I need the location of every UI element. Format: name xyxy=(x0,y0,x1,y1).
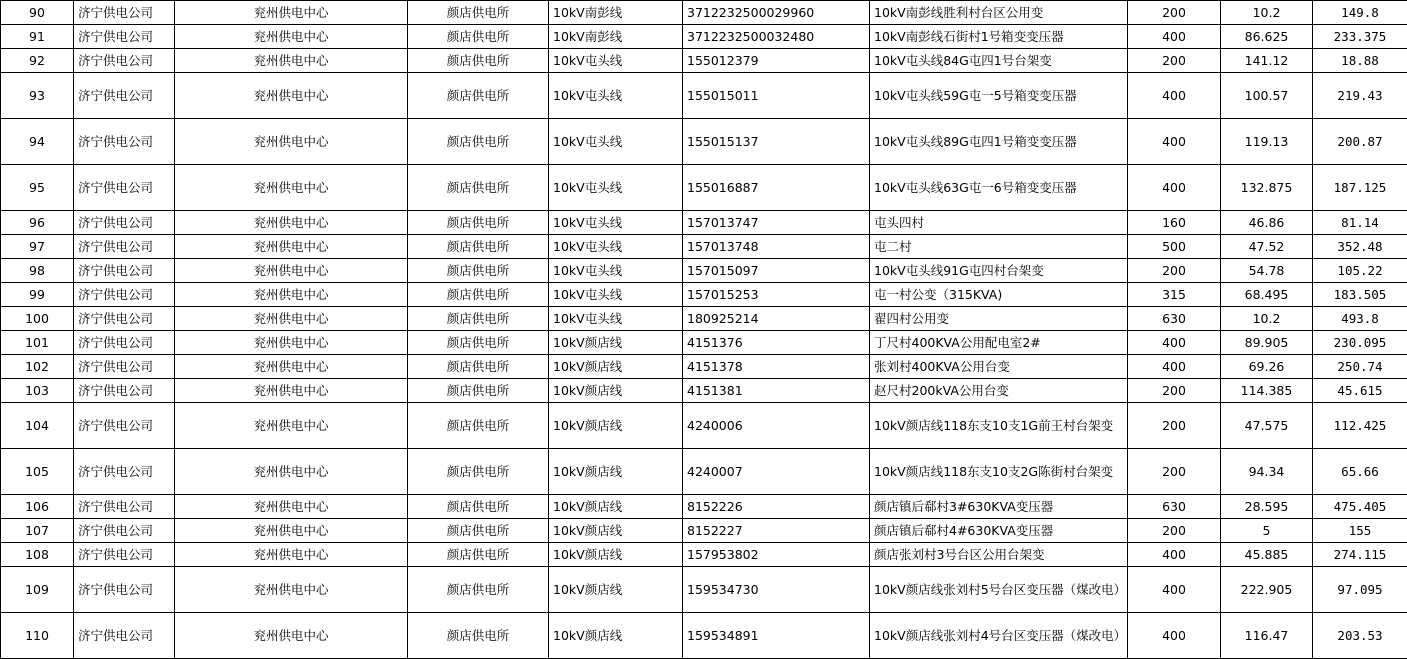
table-body xyxy=(1,1,1407,659)
load-value-cell: 46.86 xyxy=(1221,211,1313,235)
table-row xyxy=(1,259,1407,283)
capacity-cell: 200 xyxy=(1128,259,1221,283)
asset-id-cell: 4240007 xyxy=(683,449,870,495)
table-row xyxy=(1,119,1407,165)
remaining-capacity-cell: 183.505 xyxy=(1313,283,1407,307)
supply-station-cell: 颜店供电所 xyxy=(408,449,549,495)
feeder-line-cell: 10kV屯头线 xyxy=(549,119,683,165)
remaining-capacity-cell: 230.095 xyxy=(1313,331,1407,355)
feeder-line-cell: 10kV屯头线 xyxy=(549,307,683,331)
supply-center-cell: 兖州供电中心 xyxy=(175,543,408,567)
company-cell: 济宁供电公司 xyxy=(74,307,175,331)
row-number: 110 xyxy=(1,613,74,659)
capacity-cell: 200 xyxy=(1128,1,1221,25)
company-cell: 济宁供电公司 xyxy=(74,495,175,519)
table-row xyxy=(1,49,1407,73)
supply-station-cell: 颜店供电所 xyxy=(408,49,549,73)
supply-center-cell: 兖州供电中心 xyxy=(175,165,408,211)
row-number: 102 xyxy=(1,355,74,379)
asset-id-cell: 4151381 xyxy=(683,379,870,403)
load-value-cell: 89.905 xyxy=(1221,331,1313,355)
company-cell: 济宁供电公司 xyxy=(74,403,175,449)
remaining-capacity-cell: 219.43 xyxy=(1313,73,1407,119)
supply-center-cell: 兖州供电中心 xyxy=(175,449,408,495)
supply-center-cell: 兖州供电中心 xyxy=(175,331,408,355)
supply-center-cell: 兖州供电中心 xyxy=(175,259,408,283)
asset-id-cell: 4151376 xyxy=(683,331,870,355)
feeder-line-cell: 10kV南彭线 xyxy=(549,1,683,25)
remaining-capacity-cell: 65.66 xyxy=(1313,449,1407,495)
asset-id-cell: 4151378 xyxy=(683,355,870,379)
transformer-name-cell: 10kV屯头线91G屯四村台架变 xyxy=(870,259,1128,283)
company-cell: 济宁供电公司 xyxy=(74,235,175,259)
supply-station-cell: 颜店供电所 xyxy=(408,355,549,379)
feeder-line-cell: 10kV颜店线 xyxy=(549,613,683,659)
asset-id-cell: 3712232500029960 xyxy=(683,1,870,25)
company-cell: 济宁供电公司 xyxy=(74,1,175,25)
capacity-cell: 200 xyxy=(1128,449,1221,495)
capacity-cell: 400 xyxy=(1128,165,1221,211)
feeder-line-cell: 10kV屯头线 xyxy=(549,283,683,307)
supply-center-cell: 兖州供电中心 xyxy=(175,379,408,403)
row-number: 94 xyxy=(1,119,74,165)
supply-center-cell: 兖州供电中心 xyxy=(175,307,408,331)
supply-station-cell: 颜店供电所 xyxy=(408,495,549,519)
transformer-name-cell: 10kV颜店线118东支10支1G前王村台架变 xyxy=(870,403,1128,449)
remaining-capacity-cell: 81.14 xyxy=(1313,211,1407,235)
supply-station-cell: 颜店供电所 xyxy=(408,613,549,659)
feeder-line-cell: 10kV屯头线 xyxy=(549,235,683,259)
asset-id-cell: 155015011 xyxy=(683,73,870,119)
remaining-capacity-cell: 105.22 xyxy=(1313,259,1407,283)
asset-id-cell: 155016887 xyxy=(683,165,870,211)
table-row xyxy=(1,1,1407,25)
supply-center-cell: 兖州供电中心 xyxy=(175,119,408,165)
capacity-cell: 400 xyxy=(1128,331,1221,355)
company-cell: 济宁供电公司 xyxy=(74,379,175,403)
table-row xyxy=(1,495,1407,519)
feeder-line-cell: 10kV屯头线 xyxy=(549,165,683,211)
capacity-cell: 200 xyxy=(1128,49,1221,73)
row-number: 106 xyxy=(1,495,74,519)
supply-center-cell: 兖州供电中心 xyxy=(175,235,408,259)
supply-station-cell: 颜店供电所 xyxy=(408,283,549,307)
feeder-line-cell: 10kV颜店线 xyxy=(549,449,683,495)
transformer-name-cell: 颜店镇后郗村4#630KVA变压器 xyxy=(870,519,1128,543)
asset-id-cell: 159534730 xyxy=(683,567,870,613)
load-value-cell: 141.12 xyxy=(1221,49,1313,73)
row-number: 98 xyxy=(1,259,74,283)
row-number: 107 xyxy=(1,519,74,543)
row-number: 104 xyxy=(1,403,74,449)
transformer-name-cell: 翟四村公用变 xyxy=(870,307,1128,331)
transformer-name-cell: 10kV屯头线59G屯一5号箱变变压器 xyxy=(870,73,1128,119)
table-row xyxy=(1,567,1407,613)
load-value-cell: 114.385 xyxy=(1221,379,1313,403)
capacity-cell: 200 xyxy=(1128,519,1221,543)
load-value-cell: 119.13 xyxy=(1221,119,1313,165)
capacity-cell: 630 xyxy=(1128,307,1221,331)
company-cell: 济宁供电公司 xyxy=(74,567,175,613)
remaining-capacity-cell: 45.615 xyxy=(1313,379,1407,403)
company-cell: 济宁供电公司 xyxy=(74,613,175,659)
remaining-capacity-cell: 149.8 xyxy=(1313,1,1407,25)
remaining-capacity-cell: 97.095 xyxy=(1313,567,1407,613)
transformer-name-cell: 屯一村公变（315KVA) xyxy=(870,283,1128,307)
supply-station-cell: 颜店供电所 xyxy=(408,403,549,449)
table-row xyxy=(1,307,1407,331)
row-number: 91 xyxy=(1,25,74,49)
transformer-name-cell: 10kV颜店线张刘村4号台区变压器（煤改电） xyxy=(870,613,1128,659)
transformer-name-cell: 10kV颜店线张刘村5号台区变压器（煤改电） xyxy=(870,567,1128,613)
capacity-cell: 400 xyxy=(1128,73,1221,119)
transformer-name-cell: 10kV屯头线63G屯一6号箱变变压器 xyxy=(870,165,1128,211)
supply-center-cell: 兖州供电中心 xyxy=(175,403,408,449)
load-value-cell: 116.47 xyxy=(1221,613,1313,659)
remaining-capacity-cell: 233.375 xyxy=(1313,25,1407,49)
company-cell: 济宁供电公司 xyxy=(74,355,175,379)
row-number: 109 xyxy=(1,567,74,613)
table-row xyxy=(1,25,1407,49)
remaining-capacity-cell: 155 xyxy=(1313,519,1407,543)
remaining-capacity-cell: 352.48 xyxy=(1313,235,1407,259)
table-row xyxy=(1,613,1407,659)
table-row xyxy=(1,449,1407,495)
table-row xyxy=(1,283,1407,307)
row-number: 92 xyxy=(1,49,74,73)
remaining-capacity-cell: 200.87 xyxy=(1313,119,1407,165)
table-row xyxy=(1,379,1407,403)
supply-station-cell: 颜店供电所 xyxy=(408,543,549,567)
load-value-cell: 28.595 xyxy=(1221,495,1313,519)
row-number: 96 xyxy=(1,211,74,235)
asset-id-cell: 8152226 xyxy=(683,495,870,519)
transformer-name-cell: 10kV屯头线84G屯四1号台架变 xyxy=(870,49,1128,73)
company-cell: 济宁供电公司 xyxy=(74,543,175,567)
table-row xyxy=(1,331,1407,355)
feeder-line-cell: 10kV屯头线 xyxy=(549,259,683,283)
capacity-cell: 630 xyxy=(1128,495,1221,519)
load-value-cell: 68.495 xyxy=(1221,283,1313,307)
capacity-cell: 400 xyxy=(1128,119,1221,165)
capacity-cell: 400 xyxy=(1128,613,1221,659)
supply-center-cell: 兖州供电中心 xyxy=(175,25,408,49)
company-cell: 济宁供电公司 xyxy=(74,49,175,73)
feeder-line-cell: 10kV颜店线 xyxy=(549,495,683,519)
company-cell: 济宁供电公司 xyxy=(74,73,175,119)
feeder-line-cell: 10kV颜店线 xyxy=(549,567,683,613)
row-number: 90 xyxy=(1,1,74,25)
table-row xyxy=(1,403,1407,449)
transformer-name-cell: 屯二村 xyxy=(870,235,1128,259)
supply-center-cell: 兖州供电中心 xyxy=(175,567,408,613)
load-value-cell: 100.57 xyxy=(1221,73,1313,119)
row-number: 93 xyxy=(1,73,74,119)
supply-center-cell: 兖州供电中心 xyxy=(175,495,408,519)
feeder-line-cell: 10kV屯头线 xyxy=(549,49,683,73)
asset-id-cell: 157953802 xyxy=(683,543,870,567)
table-row xyxy=(1,73,1407,119)
load-value-cell: 222.905 xyxy=(1221,567,1313,613)
transformer-name-cell: 赵尺村200kVA公用台变 xyxy=(870,379,1128,403)
load-value-cell: 45.885 xyxy=(1221,543,1313,567)
transformer-name-cell: 颜店张刘村3号台区公用台架变 xyxy=(870,543,1128,567)
supply-station-cell: 颜店供电所 xyxy=(408,1,549,25)
capacity-cell: 400 xyxy=(1128,25,1221,49)
row-number: 99 xyxy=(1,283,74,307)
supply-station-cell: 颜店供电所 xyxy=(408,235,549,259)
remaining-capacity-cell: 187.125 xyxy=(1313,165,1407,211)
supply-station-cell: 颜店供电所 xyxy=(408,165,549,211)
row-number: 97 xyxy=(1,235,74,259)
table-row xyxy=(1,519,1407,543)
supply-center-cell: 兖州供电中心 xyxy=(175,613,408,659)
transformer-name-cell: 10kV南彭线石街村1号箱变变压器 xyxy=(870,25,1128,49)
company-cell: 济宁供电公司 xyxy=(74,259,175,283)
asset-id-cell: 3712232500032480 xyxy=(683,25,870,49)
company-cell: 济宁供电公司 xyxy=(74,119,175,165)
feeder-line-cell: 10kV颜店线 xyxy=(549,379,683,403)
asset-id-cell: 8152227 xyxy=(683,519,870,543)
company-cell: 济宁供电公司 xyxy=(74,449,175,495)
load-value-cell: 10.2 xyxy=(1221,1,1313,25)
load-value-cell: 86.625 xyxy=(1221,25,1313,49)
table-row xyxy=(1,543,1407,567)
supply-center-cell: 兖州供电中心 xyxy=(175,1,408,25)
company-cell: 济宁供电公司 xyxy=(74,283,175,307)
asset-id-cell: 4240006 xyxy=(683,403,870,449)
supply-center-cell: 兖州供电中心 xyxy=(175,283,408,307)
row-number: 100 xyxy=(1,307,74,331)
table-row xyxy=(1,235,1407,259)
row-number: 108 xyxy=(1,543,74,567)
row-number: 105 xyxy=(1,449,74,495)
supply-center-cell: 兖州供电中心 xyxy=(175,49,408,73)
remaining-capacity-cell: 203.53 xyxy=(1313,613,1407,659)
row-number: 101 xyxy=(1,331,74,355)
supply-station-cell: 颜店供电所 xyxy=(408,307,549,331)
asset-id-cell: 180925214 xyxy=(683,307,870,331)
remaining-capacity-cell: 274.115 xyxy=(1313,543,1407,567)
feeder-line-cell: 10kV南彭线 xyxy=(549,25,683,49)
load-value-cell: 54.78 xyxy=(1221,259,1313,283)
transformer-name-cell: 张刘村400KVA公用台变 xyxy=(870,355,1128,379)
feeder-line-cell: 10kV颜店线 xyxy=(549,519,683,543)
supply-station-cell: 颜店供电所 xyxy=(408,519,549,543)
load-value-cell: 47.575 xyxy=(1221,403,1313,449)
capacity-cell: 200 xyxy=(1128,379,1221,403)
supply-center-cell: 兖州供电中心 xyxy=(175,519,408,543)
load-value-cell: 47.52 xyxy=(1221,235,1313,259)
supply-station-cell: 颜店供电所 xyxy=(408,119,549,165)
supply-center-cell: 兖州供电中心 xyxy=(175,355,408,379)
asset-id-cell: 159534891 xyxy=(683,613,870,659)
asset-id-cell: 155015137 xyxy=(683,119,870,165)
capacity-cell: 400 xyxy=(1128,567,1221,613)
supply-station-cell: 颜店供电所 xyxy=(408,211,549,235)
company-cell: 济宁供电公司 xyxy=(74,331,175,355)
row-number: 103 xyxy=(1,379,74,403)
capacity-cell: 400 xyxy=(1128,543,1221,567)
transformer-name-cell: 10kV南彭线胜利村台区公用变 xyxy=(870,1,1128,25)
table-row xyxy=(1,355,1407,379)
row-number: 95 xyxy=(1,165,74,211)
remaining-capacity-cell: 18.88 xyxy=(1313,49,1407,73)
capacity-cell: 500 xyxy=(1128,235,1221,259)
feeder-line-cell: 10kV颜店线 xyxy=(549,403,683,449)
asset-id-cell: 155012379 xyxy=(683,49,870,73)
remaining-capacity-cell: 250.74 xyxy=(1313,355,1407,379)
capacity-cell: 400 xyxy=(1128,355,1221,379)
table-row xyxy=(1,211,1407,235)
load-value-cell: 5 xyxy=(1221,519,1313,543)
transformer-name-cell: 10kV颜店线118东支10支2G陈街村台架变 xyxy=(870,449,1128,495)
feeder-line-cell: 10kV屯头线 xyxy=(549,211,683,235)
supply-station-cell: 颜店供电所 xyxy=(408,567,549,613)
feeder-line-cell: 10kV颜店线 xyxy=(549,331,683,355)
remaining-capacity-cell: 475.405 xyxy=(1313,495,1407,519)
feeder-line-cell: 10kV屯头线 xyxy=(549,73,683,119)
capacity-cell: 160 xyxy=(1128,211,1221,235)
load-value-cell: 132.875 xyxy=(1221,165,1313,211)
transformer-name-cell: 屯头四村 xyxy=(870,211,1128,235)
transformer-name-cell: 颜店镇后郗村3#630KVA变压器 xyxy=(870,495,1128,519)
supply-center-cell: 兖州供电中心 xyxy=(175,211,408,235)
asset-id-cell: 157013748 xyxy=(683,235,870,259)
table-row xyxy=(1,165,1407,211)
load-value-cell: 10.2 xyxy=(1221,307,1313,331)
supply-station-cell: 颜店供电所 xyxy=(408,331,549,355)
supply-station-cell: 颜店供电所 xyxy=(408,379,549,403)
asset-id-cell: 157015097 xyxy=(683,259,870,283)
company-cell: 济宁供电公司 xyxy=(74,211,175,235)
supply-station-cell: 颜店供电所 xyxy=(408,259,549,283)
asset-id-cell: 157013747 xyxy=(683,211,870,235)
remaining-capacity-cell: 112.425 xyxy=(1313,403,1407,449)
transformer-name-cell: 丁尺村400KVA公用配电室2# xyxy=(870,331,1128,355)
company-cell: 济宁供电公司 xyxy=(74,519,175,543)
load-value-cell: 94.34 xyxy=(1221,449,1313,495)
remaining-capacity-cell: 493.8 xyxy=(1313,307,1407,331)
company-cell: 济宁供电公司 xyxy=(74,25,175,49)
supply-station-cell: 颜店供电所 xyxy=(408,25,549,49)
capacity-cell: 200 xyxy=(1128,403,1221,449)
transformer-name-cell: 10kV屯头线89G屯四1号箱变变压器 xyxy=(870,119,1128,165)
load-value-cell: 69.26 xyxy=(1221,355,1313,379)
feeder-line-cell: 10kV颜店线 xyxy=(549,543,683,567)
company-cell: 济宁供电公司 xyxy=(74,165,175,211)
capacity-cell: 315 xyxy=(1128,283,1221,307)
supply-station-cell: 颜店供电所 xyxy=(408,73,549,119)
feeder-line-cell: 10kV颜店线 xyxy=(549,355,683,379)
asset-id-cell: 157015253 xyxy=(683,283,870,307)
supply-center-cell: 兖州供电中心 xyxy=(175,73,408,119)
